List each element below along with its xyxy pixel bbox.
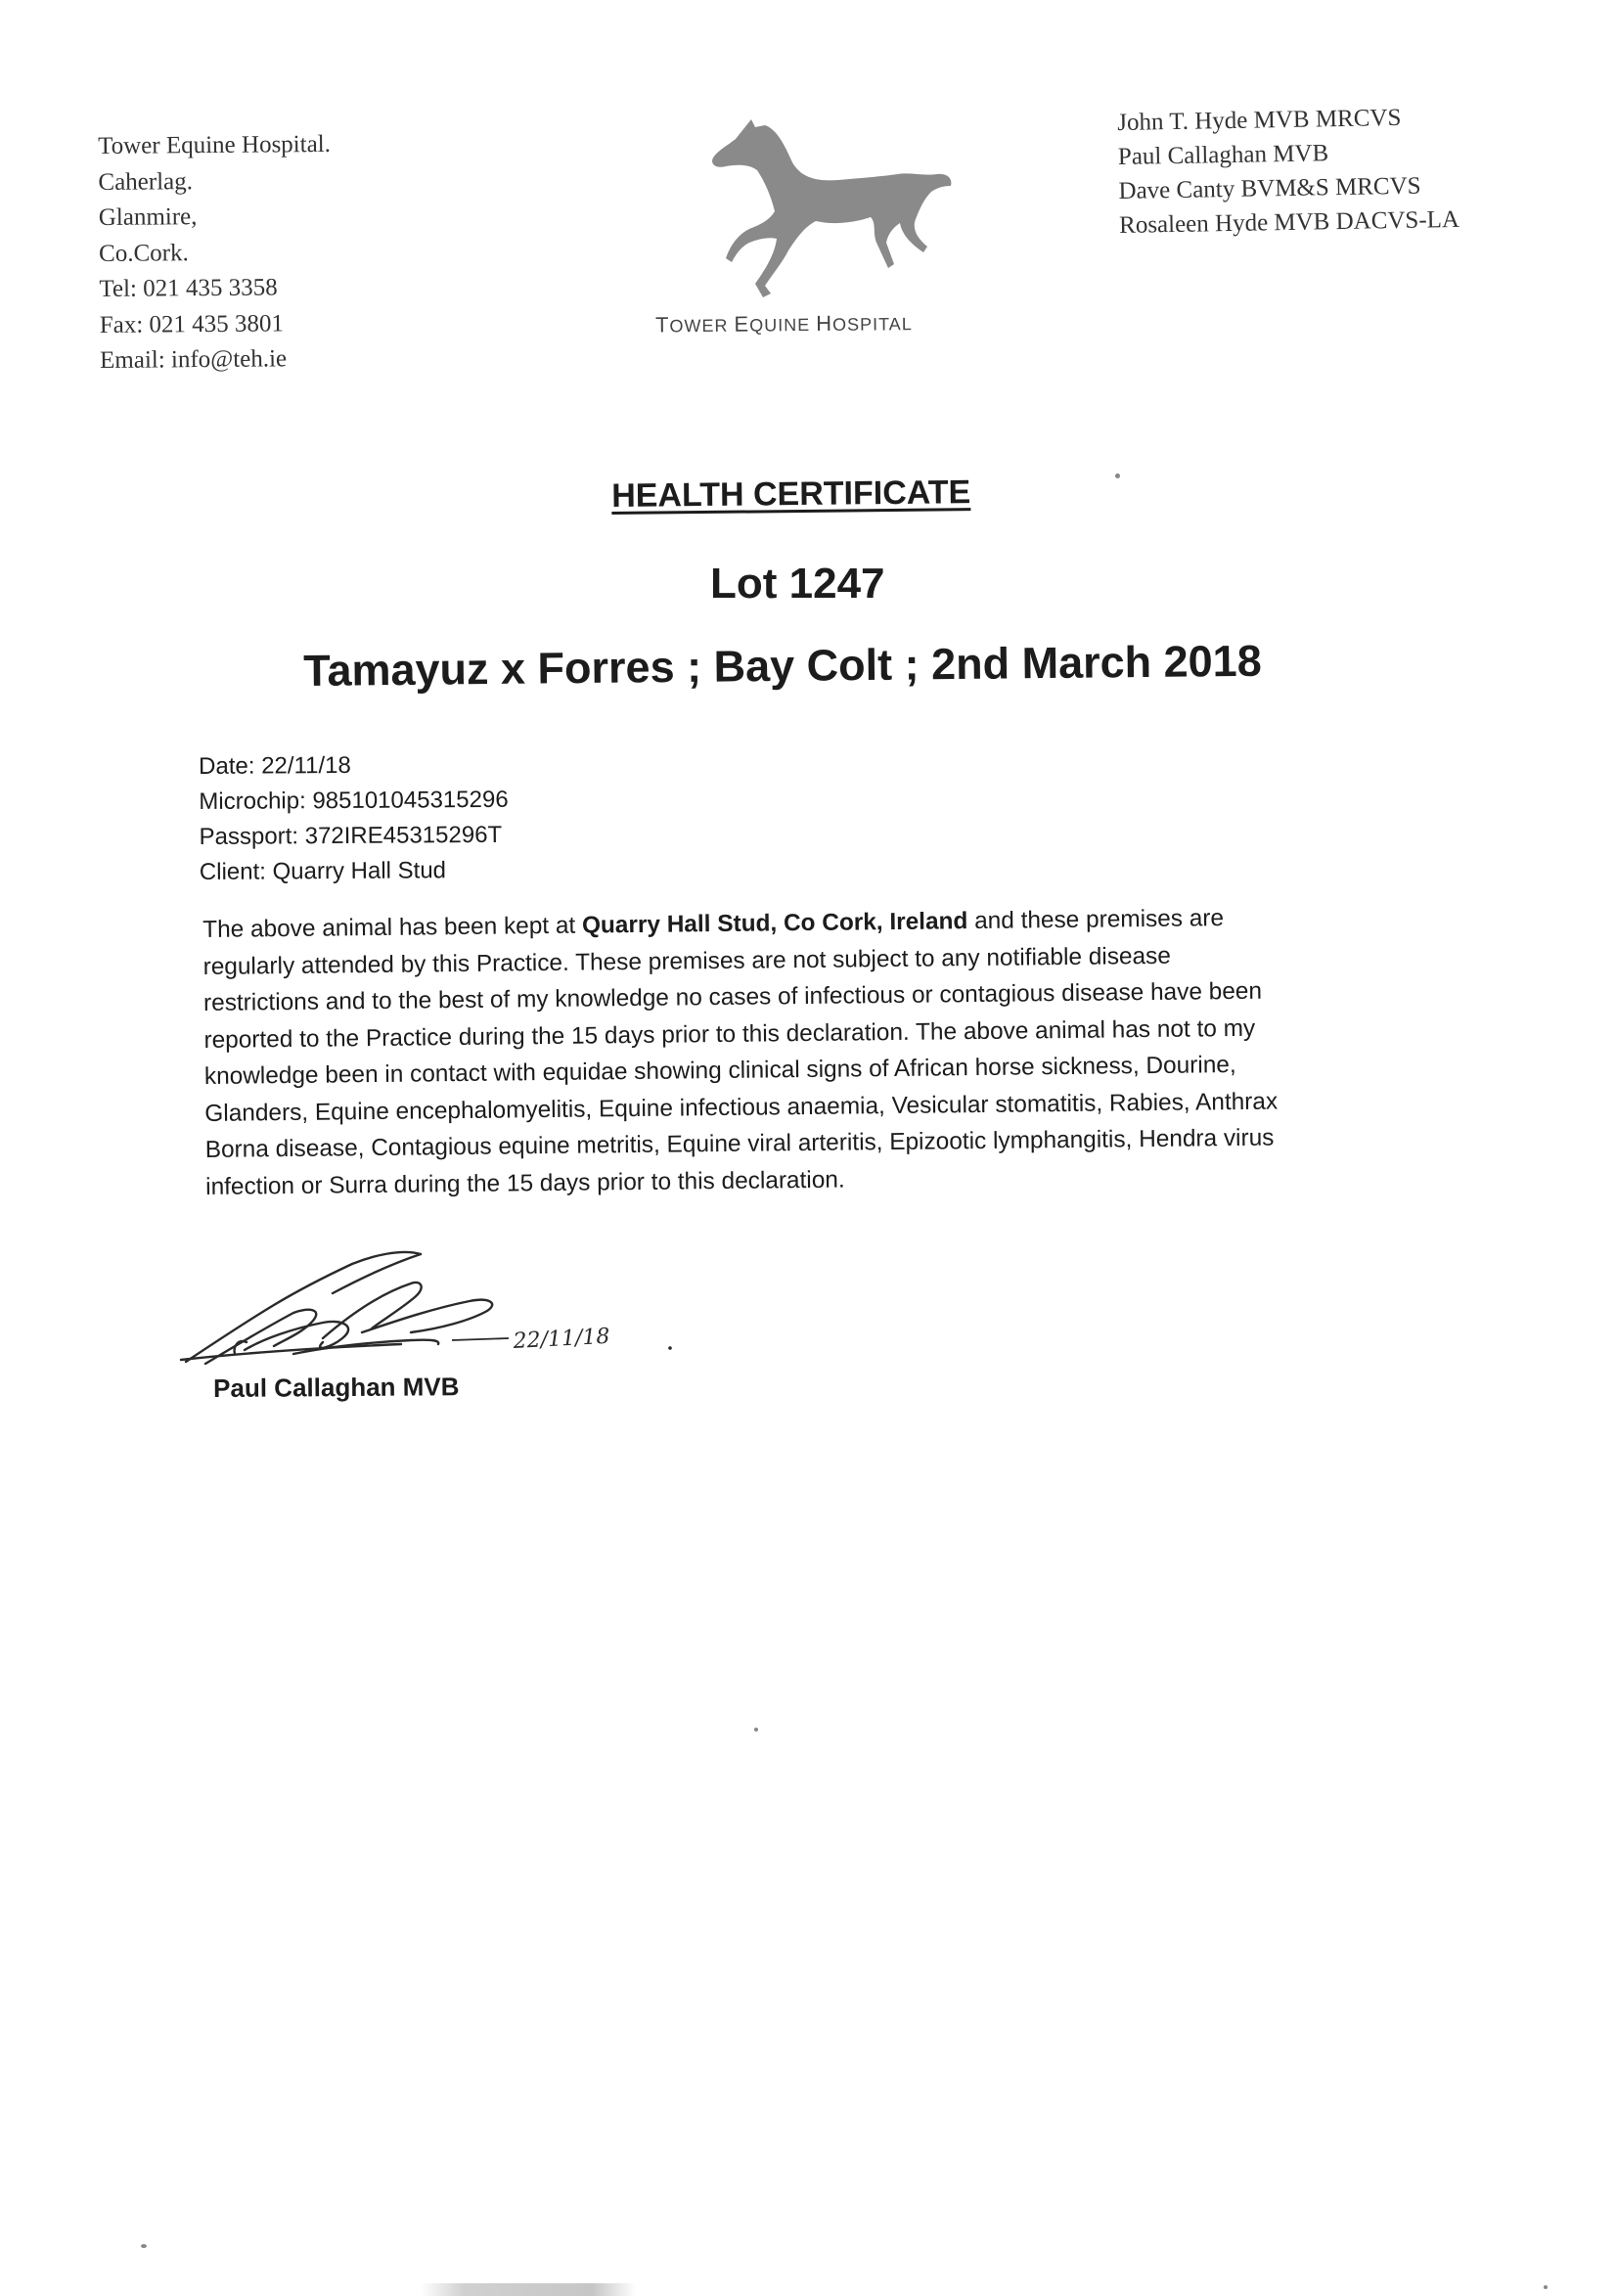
handwritten-date: 22/11/18 <box>513 1324 610 1354</box>
handwritten-signature <box>176 1244 685 1381</box>
declaration-fragment: and these premises are <box>967 905 1225 935</box>
certificate-title: HEALTH CERTIFICATE <box>611 473 971 515</box>
phone-number: Tel: 021 435 3358 <box>99 274 278 302</box>
address-line: Tower Equine Hospital. <box>98 130 332 159</box>
declaration-line: reported to the Practice during the 15 days prior to this declaration. The above animal has not to my <box>203 1014 1256 1054</box>
horse-description: Tamayuz x Forres ; Bay Colt ; 2nd March 2018 <box>303 635 1262 696</box>
practice-vets <box>1117 100 1459 243</box>
client-name: Client: Quarry Hall Stud <box>199 857 447 885</box>
address-line: Glanmire, <box>98 203 198 231</box>
microchip-number: Microchip: 985101045315296 <box>199 786 509 815</box>
passport-number: Passport: 372IRE45315296T <box>199 821 503 850</box>
declaration-line: infection or Surra during the 15 days prior to this declaration. <box>205 1166 845 1200</box>
certificate-date: Date: 22/11/18 <box>199 751 351 780</box>
declaration-line: knowledge been in contact with equidae showing clinical signs of African horse sickness, Dourine, <box>203 1052 1236 1090</box>
address-line: Caherlag. <box>98 167 194 196</box>
email-address: Email: info@teh.ie <box>99 345 288 374</box>
vet-name: Rosaleen Hyde MVB DACVS-LA <box>1118 205 1460 239</box>
lot-number: Lot 1247 <box>710 560 885 608</box>
scan-speck <box>141 2244 147 2248</box>
declaration-fragment: The above animal has been kept at <box>202 912 583 943</box>
certificate-details <box>199 747 509 890</box>
vet-name: Dave Canty BVM&S MRCVS <box>1118 172 1421 204</box>
declaration-line: restrictions and to the best of my knowledge no cases of infectious or contagious disease have been <box>202 977 1263 1016</box>
scan-speck <box>1544 2285 1548 2289</box>
declaration-line: regularly attended by this Practice. These premises are not subject to any notifiable disease <box>202 942 1172 980</box>
fax-number: Fax: 021 435 3801 <box>99 309 285 338</box>
horse-icon <box>667 117 961 303</box>
declaration-line: Glanders, Equine encephalomyelitis, Equine infectious anaemia, Vesicular stomatitis, Rabies, Anthrax <box>204 1088 1279 1127</box>
premises-name: Quarry Hall Stud, Co Cork, Ireland <box>581 908 968 939</box>
hospital-logo <box>655 117 959 342</box>
vet-name: John T. Hyde MVB MRCVS <box>1117 104 1402 136</box>
scan-speck <box>1115 473 1120 478</box>
address-line: Co.Cork. <box>98 239 189 267</box>
hospital-address <box>98 127 333 380</box>
declaration-line: Borna disease, Contagious equine metritis, Equine viral arteritis, Epizootic lymphangitis, Hendra virus <box>204 1124 1275 1163</box>
scan-edge-smudge <box>421 2283 636 2296</box>
scan-speck <box>754 1728 758 1732</box>
vet-name: Paul Callaghan MVB <box>1117 140 1329 170</box>
logo-caption: TOWER EQUINE HOSPITAL <box>654 310 913 338</box>
declaration-text <box>202 898 1448 1205</box>
signer-name: Paul Callaghan MVB <box>213 1372 460 1403</box>
